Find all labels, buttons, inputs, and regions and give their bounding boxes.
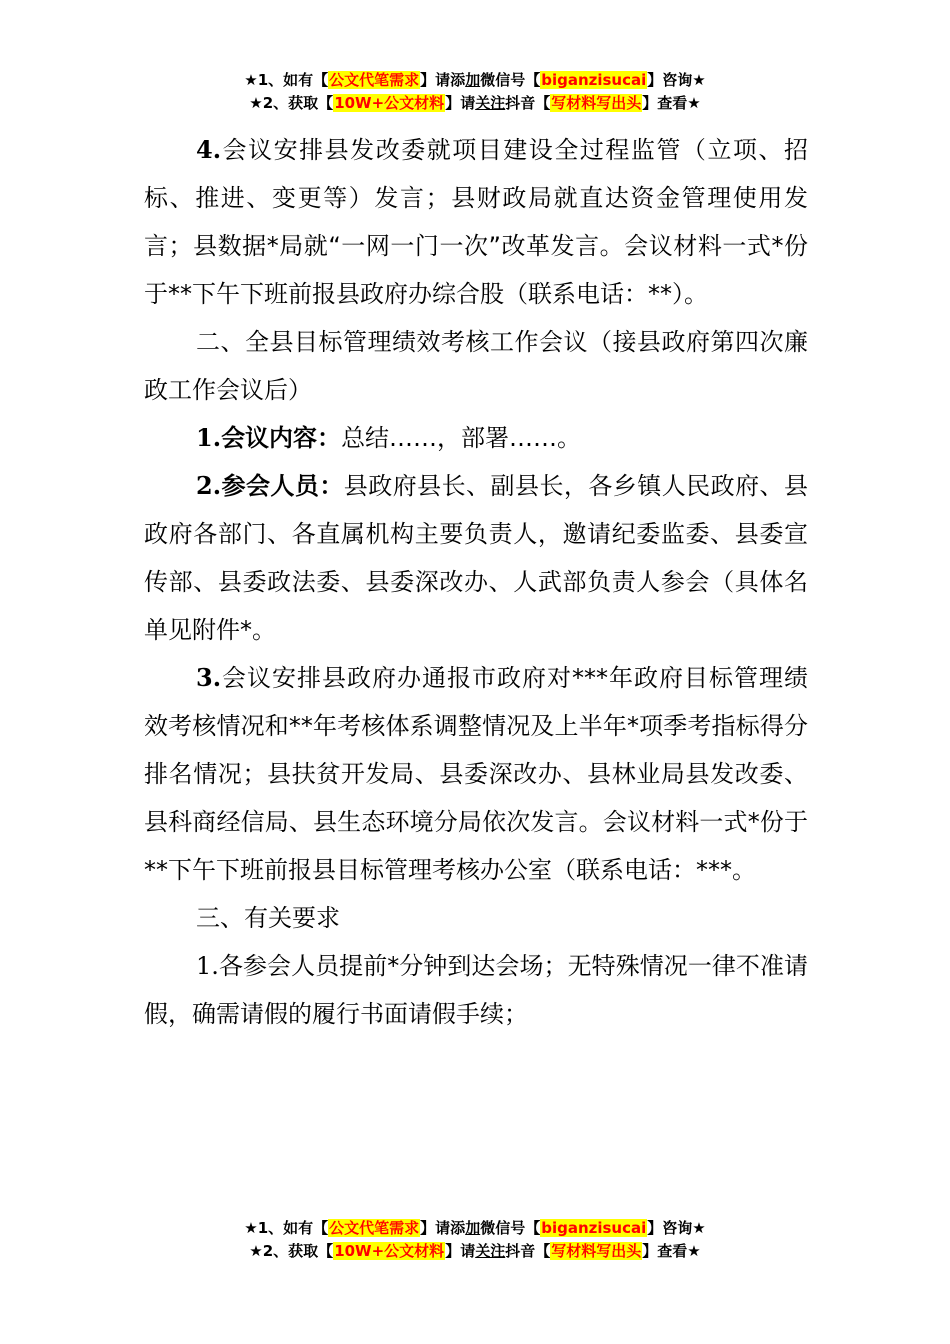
document-body [144, 126, 808, 1038]
section-heading-2: 二、全县目标管理绩效考核工作会议（接县政府第四次廉政工作会议后） [144, 328, 808, 404]
section-heading-3: 三、有关要求 [196, 904, 340, 932]
header-banner [0, 69, 950, 115]
paragraph-requirement-1: 1.各参会人员提前*分钟到达会场；无特殊情况一律不准请假，确需请假的履行书面请假手续； [144, 952, 808, 1028]
wechat-id: biganzisucai [541, 1219, 647, 1237]
banner-highlight: 10W+公文材料 [334, 94, 445, 112]
banner-highlight: 公文代笔需求 [329, 1219, 420, 1237]
douyin-account: 写材料写出头 [551, 94, 642, 112]
banner-highlight: 公文代笔需求 [329, 71, 420, 89]
banner-line-1: ★1、如有【公文代笔需求】请添加微信号【biganzisucai】咨询★ [244, 1219, 706, 1237]
footer-banner [0, 1217, 950, 1263]
paragraph-item-4: 4.会议安排县发改委就项目建设全过程监管（立项、招标、推进、变更等）发言；县财政局就直达资金管理使用发言；县数据*局就“一网一门一次”改革发言。会议材料一式*份于**下午下班前报县政府办综合股（联系电话：**）。 [144, 135, 808, 308]
paragraph-meeting-arrangement: 3.会议安排县政府办通报市政府对***年政府目标管理绩效考核情况和**年考核体系调整情况及上半年*项季考指标得分排名情况；县扶贫开发局、县委深改办、县林业局县发改委、县科商经信局、县生态环境分局依次发言。会议材料一式*份于**下午下班前报县目标管理考核办公室（联系电话：***。 [144, 663, 808, 884]
paragraph-attendees: 2.参会人员：县政府县长、副县长，各乡镇人民政府、县政府各部门、各直属机构主要负责人，邀请纪委监委、县委宣传部、县委政法委、县委深改办、人武部负责人参会（具体名单见附件*。 [144, 471, 808, 644]
wechat-id: biganzisucai [541, 71, 647, 89]
banner-line-2: ★2、获取【10W+公文材料】请关注抖音【写材料写出头】查看★ [249, 94, 701, 112]
banner-line-2: ★2、获取【10W+公文材料】请关注抖音【写材料写出头】查看★ [249, 1242, 701, 1260]
paragraph-meeting-content: 1.会议内容：总结……，部署……。 [196, 423, 582, 452]
banner-line-1: ★1、如有【公文代笔需求】请添加微信号【biganzisucai】咨询★ [244, 71, 706, 89]
banner-highlight: 10W+公文材料 [334, 1242, 445, 1260]
douyin-account: 写材料写出头 [551, 1242, 642, 1260]
